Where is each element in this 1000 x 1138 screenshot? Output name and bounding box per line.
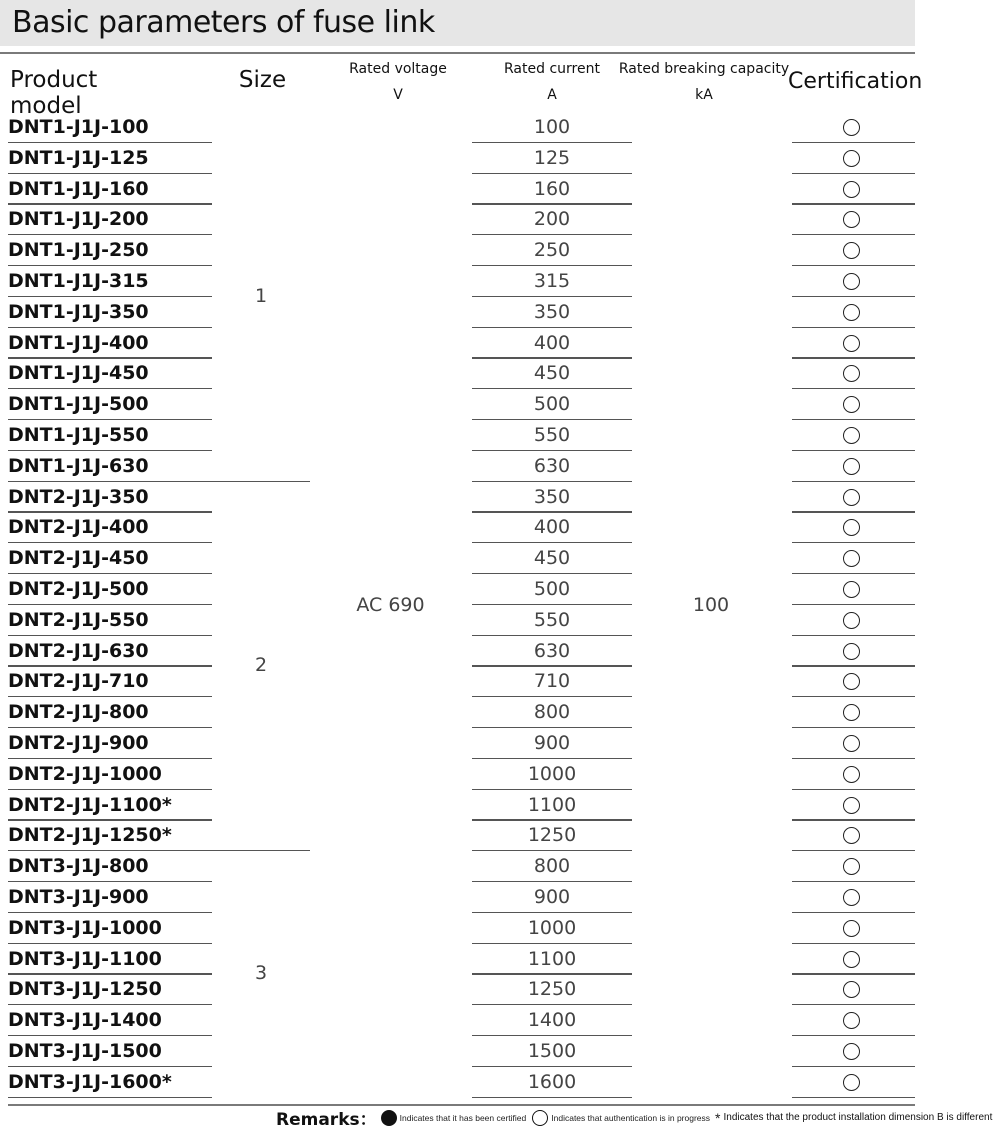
remarks-label: Remarks： <box>276 1110 377 1130</box>
row-divider <box>792 542 915 543</box>
certification-in-progress-icon <box>843 150 860 167</box>
size-group-divider <box>212 850 310 851</box>
certification-in-progress-icon <box>843 1043 860 1060</box>
row-divider <box>792 142 915 143</box>
row-divider <box>792 604 915 605</box>
rated-current-cell: 1250 <box>527 824 577 847</box>
certification-in-progress-icon <box>843 858 860 875</box>
certification-in-progress-icon <box>843 612 860 629</box>
rated-current-cell: 1000 <box>527 916 577 939</box>
certification-in-progress-icon <box>843 920 860 937</box>
product-model-cell: DNT2-J1J-550 <box>8 608 149 631</box>
certification-in-progress-icon <box>843 119 860 136</box>
certified-dot-icon <box>381 1110 397 1126</box>
certification-in-progress-icon <box>843 550 860 567</box>
rated-current-cell: 710 <box>533 670 571 693</box>
certification-in-progress-icon <box>843 427 860 444</box>
product-model-cell: DNT1-J1J-125 <box>8 146 149 169</box>
row-divider <box>792 265 915 266</box>
certification-in-progress-icon <box>843 766 860 783</box>
row-divider <box>792 1097 915 1098</box>
header-size: Size <box>238 67 287 93</box>
certification-in-progress-icon <box>843 365 860 382</box>
certification-in-progress-icon <box>843 981 860 998</box>
certification-in-progress-icon <box>843 211 860 228</box>
product-model-cell: DNT3-J1J-800 <box>8 855 149 878</box>
rated-current-cell: 125 <box>533 146 571 169</box>
certification-in-progress-icon <box>843 889 860 906</box>
certification-in-progress-icon <box>843 1074 860 1091</box>
header-breaking-capacity-unit: kA <box>695 87 713 103</box>
product-model-cell: DNT2-J1J-800 <box>8 701 149 724</box>
certification-in-progress-icon <box>843 827 860 844</box>
certification-in-progress-icon <box>843 735 860 752</box>
rated-current-cell: 100 <box>533 116 571 138</box>
rated-current-cell: 630 <box>533 639 571 662</box>
product-model-cell: DNT3-J1J-1100 <box>8 947 162 970</box>
row-divider <box>792 819 915 820</box>
row-divider <box>792 419 915 420</box>
product-model-cell: DNT1-J1J-160 <box>8 177 149 200</box>
product-model-cell: DNT3-J1J-1600* <box>8 1070 172 1093</box>
rated-current-cell: 500 <box>533 393 571 416</box>
rated-current-cell: 500 <box>533 578 571 600</box>
row-divider <box>792 1004 915 1005</box>
breaking-capacity-value: 100 <box>692 594 730 616</box>
rated-current-cell: 200 <box>533 208 571 231</box>
remark-star: * <box>715 1109 721 1126</box>
row-divider <box>792 727 915 728</box>
certification-in-progress-icon <box>843 242 860 259</box>
certification-in-progress-icon <box>843 335 860 352</box>
certification-in-progress-icon <box>843 304 860 321</box>
row-divider <box>792 296 915 297</box>
product-model-cell: DNT3-J1J-900 <box>8 886 149 908</box>
row-divider <box>792 388 915 389</box>
rated-current-cell: 400 <box>533 331 571 354</box>
rated-current-cell: 550 <box>533 424 571 446</box>
rated-current-cell: 350 <box>533 485 571 508</box>
certification-in-progress-icon <box>843 951 860 968</box>
rated-voltage-value: AC 690 <box>356 594 425 616</box>
header-product-model: Product model <box>10 67 98 119</box>
rated-current-cell: 1250 <box>527 978 577 1001</box>
row-divider <box>792 327 915 328</box>
row-divider <box>792 234 915 235</box>
row-divider <box>792 481 915 482</box>
rated-current-cell: 900 <box>533 886 571 908</box>
product-model-cell: DNT1-J1J-250 <box>8 239 149 262</box>
header-breaking-capacity-label: Rated breaking capacity <box>618 61 790 77</box>
certification-in-progress-icon <box>843 458 860 475</box>
row-divider <box>792 1066 915 1067</box>
product-model-cell: DNT1-J1J-350 <box>8 300 149 323</box>
product-model-cell: DNT2-J1J-1100* <box>8 793 172 816</box>
row-divider <box>792 203 915 204</box>
rated-current-cell: 350 <box>533 300 571 323</box>
row-divider <box>792 943 915 944</box>
row-divider <box>792 573 915 574</box>
certification-in-progress-icon <box>843 273 860 290</box>
certification-in-progress-icon <box>843 396 860 413</box>
rated-current-cell: 550 <box>533 608 571 631</box>
row-divider <box>792 881 915 882</box>
certification-in-progress-icon <box>843 673 860 690</box>
row-divider <box>8 1097 212 1098</box>
rated-current-cell: 900 <box>533 732 571 754</box>
product-model-cell: DNT1-J1J-200 <box>8 208 149 231</box>
rated-current-cell: 1000 <box>527 762 577 785</box>
rated-current-cell: 1100 <box>527 793 577 816</box>
size-group-label: 3 <box>254 962 268 985</box>
rated-current-cell: 400 <box>533 516 571 539</box>
header-certification: Certification <box>788 69 923 94</box>
row-divider <box>792 1035 915 1036</box>
product-model-cell: DNT2-J1J-900 <box>8 732 149 754</box>
certification-in-progress-icon <box>843 797 860 814</box>
rated-current-cell: 450 <box>533 362 571 385</box>
row-divider <box>792 665 915 666</box>
product-model-cell: DNT1-J1J-450 <box>8 362 149 385</box>
certification-in-progress-icon <box>843 489 860 506</box>
rated-current-cell: 800 <box>533 855 571 878</box>
row-divider <box>792 357 915 358</box>
rated-current-cell: 1600 <box>527 1070 577 1093</box>
product-model-cell: DNT3-J1J-1250 <box>8 978 162 1001</box>
product-model-cell: DNT1-J1J-550 <box>8 424 149 446</box>
product-model-cell: DNT2-J1J-1250* <box>8 824 172 847</box>
header-rated-current-label: Rated current <box>504 61 600 77</box>
rated-current-cell: 630 <box>533 454 571 477</box>
row-divider <box>792 450 915 451</box>
size-group-label: 2 <box>254 654 268 677</box>
product-model-cell: DNT3-J1J-1000 <box>8 916 162 939</box>
size-group-divider <box>212 481 310 482</box>
rated-current-cell: 250 <box>533 239 571 262</box>
rated-current-cell: 1500 <box>527 1040 577 1062</box>
rated-current-cell: 1100 <box>527 947 577 970</box>
row-divider <box>792 511 915 512</box>
rated-current-cell: 315 <box>533 270 571 292</box>
row-divider <box>472 1097 632 1098</box>
row-divider <box>792 173 915 174</box>
remark-in-progress: Indicates that authentication is in progress <box>551 1112 711 1123</box>
certification-in-progress-icon <box>843 181 860 198</box>
size-group-label: 1 <box>254 284 268 307</box>
rated-current-cell: 450 <box>533 547 571 570</box>
remark-star-text: Indicates that the product installation dimension B is different <box>723 1112 993 1123</box>
header-rated-voltage-unit: V <box>393 87 403 103</box>
product-model-cell: DNT2-J1J-710 <box>8 670 149 693</box>
row-divider <box>792 696 915 697</box>
certification-in-progress-icon <box>843 519 860 536</box>
product-model-cell: DNT2-J1J-450 <box>8 547 149 570</box>
product-model-cell: DNT2-J1J-630 <box>8 639 149 662</box>
row-divider <box>792 850 915 851</box>
header-rated-current-unit: A <box>547 87 557 103</box>
product-model-cell: DNT2-J1J-1000 <box>8 762 162 785</box>
rated-current-cell: 160 <box>533 177 571 200</box>
in-progress-circle-icon <box>532 1110 548 1126</box>
product-model-cell: DNT1-J1J-630 <box>8 454 149 477</box>
product-model-cell: DNT1-J1J-100 <box>8 116 149 138</box>
certification-in-progress-icon <box>843 704 860 721</box>
product-model-cell: DNT2-J1J-400 <box>8 516 149 539</box>
certification-in-progress-icon <box>843 581 860 598</box>
rated-current-cell: 1400 <box>527 1009 577 1032</box>
row-divider <box>792 912 915 913</box>
rated-current-cell: 800 <box>533 701 571 724</box>
certification-in-progress-icon <box>843 1012 860 1029</box>
remark-certified: Indicates that it has been certified <box>399 1112 527 1123</box>
product-model-cell: DNT1-J1J-500 <box>8 393 149 416</box>
product-model-cell: DNT1-J1J-315 <box>8 270 149 292</box>
certification-in-progress-icon <box>843 643 860 660</box>
product-model-cell: DNT2-J1J-500 <box>8 578 149 600</box>
product-model-cell: DNT3-J1J-1400 <box>8 1009 162 1032</box>
product-model-cell: DNT2-J1J-350 <box>8 485 149 508</box>
header-rated-voltage-label: Rated voltage <box>349 61 447 77</box>
row-divider <box>792 789 915 790</box>
row-divider <box>792 973 915 974</box>
row-divider <box>792 635 915 636</box>
remarks <box>276 1105 992 1130</box>
product-model-cell: DNT1-J1J-400 <box>8 331 149 354</box>
row-divider <box>792 758 915 759</box>
page-title: Basic parameters of fuse link <box>12 5 435 40</box>
product-model-cell: DNT3-J1J-1500 <box>8 1040 162 1062</box>
